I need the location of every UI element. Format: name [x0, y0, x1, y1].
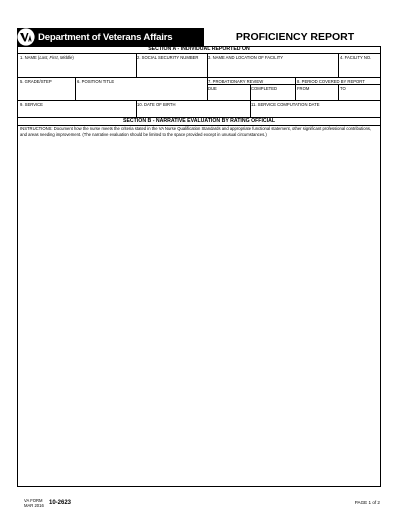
divider — [136, 100, 137, 117]
logo-text: Department of Veterans Affairs — [38, 31, 173, 43]
va-seal-icon — [17, 28, 35, 46]
divider — [250, 84, 251, 100]
narrative-evaluation-area[interactable] — [18, 139, 380, 486]
divider — [338, 53, 339, 77]
grade-step-field[interactable]: 5. GRADE/STEP — [20, 78, 52, 84]
divider — [75, 77, 76, 100]
divider — [17, 100, 381, 101]
to-field[interactable]: TO — [340, 86, 346, 91]
due-field[interactable]: DUE — [208, 86, 217, 91]
name-field[interactable] — [20, 55, 74, 60]
divider — [207, 84, 381, 85]
facility-number-field[interactable]: 4. FACILITY NO. — [340, 54, 372, 60]
form-date: MAR 2016 — [24, 503, 44, 508]
divider — [338, 84, 339, 100]
service-computation-date-field[interactable]: 11. SERVICE COMPUTATION DATE — [251, 101, 320, 107]
period-covered-label: 8. PERIOD COVERED BY REPORT — [297, 78, 365, 84]
form-number: 10-2623 — [49, 500, 72, 506]
form-title: PROFICIENCY REPORT — [235, 31, 355, 43]
from-field[interactable]: FROM — [297, 86, 310, 91]
page-number: PAGE 1 of 2 — [354, 500, 380, 505]
section-b-heading: SECTION B - NARRATIVE EVALUATION BY RATING OFFICIAL — [123, 117, 275, 124]
divider — [207, 77, 208, 100]
facility-name-field[interactable]: 3. NAME AND LOCATION OF FACILITY — [208, 54, 284, 60]
service-field[interactable]: 9. SERVICE — [20, 101, 43, 107]
divider — [250, 100, 251, 117]
divider — [295, 77, 296, 100]
instructions-text: INSTRUCTIONS: Document how the nurse meets the criteria stated in the VA Nurse Qualification Standards and appropriate functional statement, other significant professional contributions, and areas needing improvement. (The narrative evaluation should be limited to the space provided except in unusual circumstances.) — [20, 126, 372, 137]
form-label-text: VA FORM — [24, 498, 43, 503]
va-logo — [17, 28, 204, 46]
form-label — [24, 498, 44, 508]
divider — [207, 53, 208, 77]
probationary-review-label: 7. PROBATIONARY REVIEW — [208, 78, 264, 84]
position-title-field[interactable]: 6. POSITION TITLE — [77, 78, 115, 84]
section-a-heading: SECTION A - INDIVIDUAL REPORTED ON — [148, 46, 250, 52]
date-of-birth-field[interactable]: 10. DATE OF BIRTH — [137, 101, 176, 107]
divider — [136, 53, 137, 77]
completed-field[interactable]: COMPLETED — [251, 86, 278, 91]
name-field-label: 1. NAME (Last, First, Middle) — [20, 54, 74, 60]
ssn-field[interactable]: 2. SOCIAL SECURITY NUMBER — [137, 54, 199, 60]
